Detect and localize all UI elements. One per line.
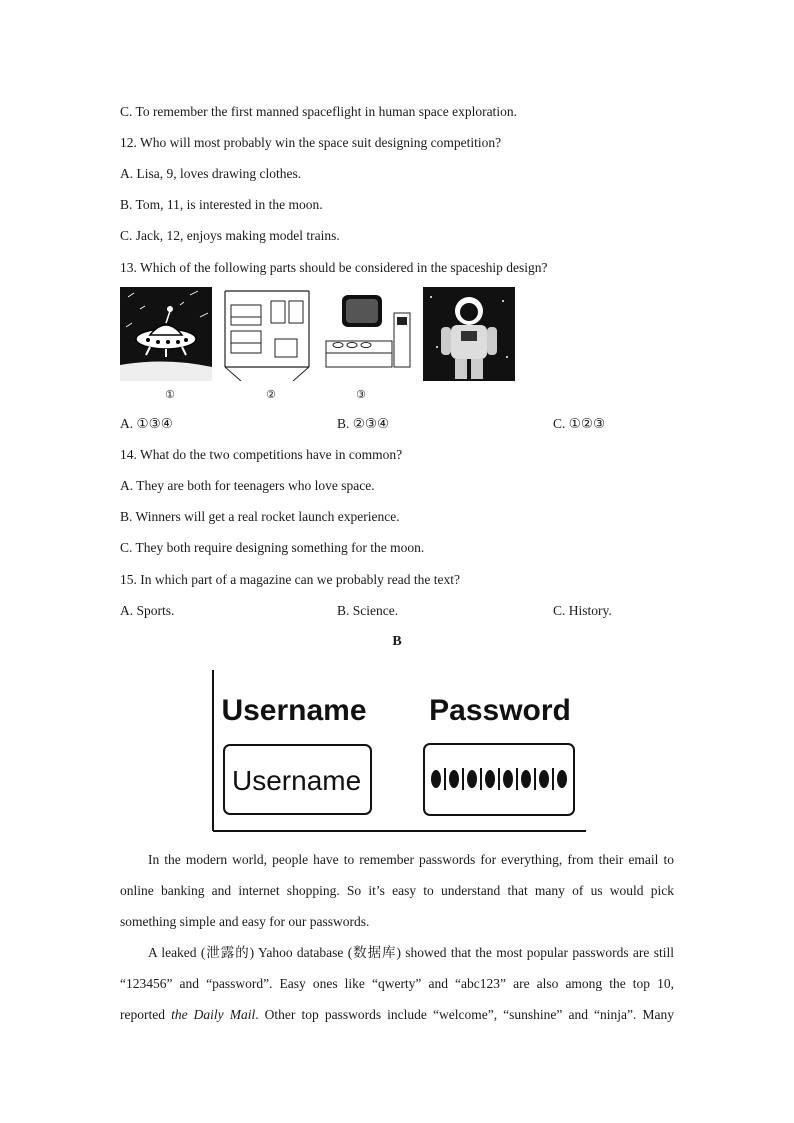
picture-label-3: ③	[356, 388, 366, 401]
q12-question: 12. Who will most probably win the space suit designing competition?	[120, 135, 502, 150]
passage-text: reported	[120, 1007, 172, 1022]
passage-line: “123456” and “password”. Easy ones like “qwerty” and “abc123” are also among the top 10,	[120, 976, 674, 991]
q13-option-c: C. ①②③	[553, 416, 606, 431]
section-b-heading: B	[392, 634, 402, 649]
q12-option-c: C. Jack, 12, enjoys making model trains.	[120, 228, 340, 243]
q13-option-b: B. ②③④	[337, 416, 390, 431]
passage-text: . Other top passwords include “welcome”, “sunshine” and “ninja”. Many	[255, 1007, 674, 1022]
username-heading: Username	[221, 694, 367, 727]
flying-saucer-icon	[120, 287, 212, 381]
spaceship-bedroom-icon	[221, 287, 313, 381]
picture-label-2: ②	[266, 388, 276, 401]
q13-question: 13. Which of the following parts should be considered in the spaceship design?	[120, 260, 548, 275]
spaceship-kitchen-icon	[322, 287, 414, 381]
passage-line: In the modern world, people have to remember passwords for everything, from their email to	[148, 852, 674, 867]
q13-option-a: A. ①③④	[120, 416, 173, 431]
q14-question: 14. What do the two competitions have in common?	[120, 447, 403, 462]
q15-option-b: B. Science.	[337, 603, 399, 618]
source-name: the Daily Mail	[171, 1007, 256, 1022]
q14-option-c: C. They both require designing something for the moon.	[120, 540, 425, 555]
passage-line	[120, 999, 674, 1030]
q15-option-a: A. Sports.	[120, 603, 175, 618]
q14-option-a: A. They are both for teenagers who love space.	[120, 478, 375, 493]
q15-option-c: C. History.	[553, 603, 612, 618]
passage-line: something simple and easy for our passwords.	[120, 914, 370, 929]
q12-option-a: A. Lisa, 9, loves drawing clothes.	[120, 166, 302, 181]
passage-line: online banking and internet shopping. So it’s easy to understand that many of us would pick	[120, 883, 674, 898]
q14-option-b: B. Winners will get a real rocket launch experience.	[120, 509, 400, 524]
password-heading: Password	[429, 694, 571, 727]
picture-label-1: ①	[165, 388, 175, 401]
astronaut-icon	[423, 287, 515, 381]
username-field-text: Username	[232, 765, 362, 796]
q15-question: 15. In which part of a magazine can we probably read the text?	[120, 572, 460, 587]
q13-pictures	[120, 287, 520, 407]
q12-option-b: B. Tom, 11, is interested in the moon.	[120, 197, 323, 212]
passage-line: A leaked (泄露的) Yahoo database (数据库) showed that the most popular passwords are still	[148, 945, 674, 960]
passage	[120, 844, 674, 1030]
login-illustration	[210, 668, 590, 834]
q11-option-c: C. To remember the first manned spaceflight in human space exploration.	[120, 104, 517, 119]
